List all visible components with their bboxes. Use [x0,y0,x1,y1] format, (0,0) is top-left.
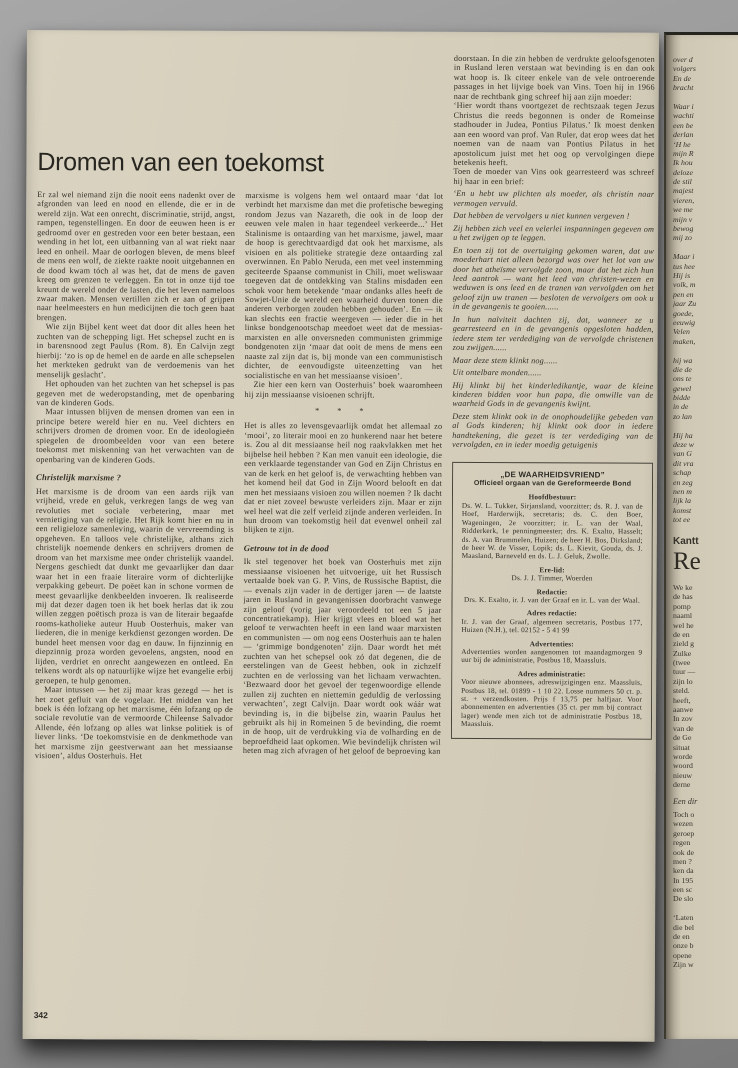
cutoff-text-line: lijk la [673,496,691,506]
masthead-section [462,566,643,584]
cutoff-text-line: Hij ha [673,430,693,440]
section-separator: * * * [315,406,372,416]
cutoff-text-line: wel he [673,620,694,630]
paragraph: marxisme is volgens hem wel ontaard maar ‘dat lot verbindt het marxisme dan met die profetische beweging rondom Jezus van Nazareth, die ook in de loop der eeuwen vele malen in haar tegendeel verkeerde...’ Het Stalinisme is ontaarding van het marxisme, jawel, maar de hoop is gerechtvaardigd dat ook het marxisme, als visioen en als politieke strategie deze ontaarding zal overwinnen. En Pablo Neruda, een met veel instemming geciteerde Spaanse communist in Chili, moet weliswaar toegeven dat de ontdekking van Stalins misdaden een schok voor hem betekende ‘maar ondanks alles heeft de Sowjet-Unie de wereld een waarheid durven tonen die anderen verborgen zouden hebben gehouden’. En — ik kan slechts een fractie weergeven — ieder die in het linkse bondgenootschap meedoet weet dat de messias-marxisten en alle onversneden communisten grimmige bondgenoten zijn ‘maar dat ooit de mens de mens een naaste zal zijn dat is, bij monde van een communistisch dichter, de eenvoudigste uiteenzetting van het socialistische en van het messiaanse visioen’. [244,190,444,381]
cutoff-text-line: bracht [673,83,694,93]
cutoff-text-line: gewel [673,383,692,393]
cutoff-text-line: derne [673,780,691,790]
cutoff-text-line: heeft, [673,695,691,705]
cutoff-text-line: we me [673,205,693,215]
masthead-section-text: Ds. J. J. Timmer, Woerden [511,574,593,583]
cutoff-text-line: mijn R [673,148,694,158]
cutoff-text-line: de en [673,932,690,942]
cutoff-text-line: in de [673,402,689,412]
cutoff-text-line: Waar i [673,101,694,111]
adjacent-bottom-lines [673,810,738,979]
cutoff-text-line: volgers [673,64,696,74]
paragraph: Zij hebben zich veel en velerlei inspanningen gegeven om u het zwijgen op te leggen. [453,223,655,243]
cutoff-text-line: geroep [673,828,695,838]
cutoff-text-line: (twee [673,658,691,668]
cutoff-text-line: maken, [673,336,696,346]
cutoff-text-line [673,243,738,252]
cutoff-text-line: eeuwig [673,317,696,327]
cutoff-text-line: van de [673,723,694,733]
cutoff-text-line: een sc [673,885,693,895]
cutoff-text-line: In zov [673,714,693,724]
cutoff-text-line: ook de [673,847,695,857]
cutoff-text-line: zo lan [673,411,692,421]
page-number: 342 [33,1010,48,1021]
cutoff-text-line: tot ee [673,515,691,525]
article-column-3-text [452,54,655,451]
cutoff-text-line: tuur — [673,667,696,677]
paragraph: doorstaan. In die zin hebben de verdrukte geloofsgenoten in Rusland leren verstaan wat bevinding is en dan ook wat hoop is. Ik citeer enkele van de vele ontroerende passages in het lijvige boek van Vins. Toen hij in 1966 naar de rechtbank ging schreef hij aan zijn moeder: [453,53,655,102]
cutoff-text-line: komst [673,505,692,515]
paragraph: En toen zij tot de overtuiging gekomen waren, dat uw moederhart niet alleen bezorgd was over het lot van uw door het atheïsme vervolgde zoon, maar dat het zich hun leed aantrok — want het leed van christen-wezen en weduwen is ons leed en de tranen van vervolgden om het geloof zijn uw tranen — besloten de vervolgers om ook u in de gevangenis te gooien...... [452,245,655,312]
cutoff-text-line: dit vra [673,458,694,468]
masthead-title: „DE WAARHEIDSVRIEND” [500,469,605,480]
cutoff-text-line: We ke [673,582,693,592]
cutoff-text-line: wezen [673,819,693,829]
paragraph: Het marxisme is de droom van een aards rijk van vrijheid, vrede en geluk, verkregen langs de weg van revoluties met sociale verbetering, maar met vernietiging van de religie. Het Rijk komt hier en nu in een religieloze samenleving, waarin de vervreemding is opgeheven. En talloos vele christelijke, althans zich christelijk noemende denkers en schrijvers dromen de droom van het marxisme mee onder christelijk vaandel. Nergens geschiedt dat dunkt me gevaarlijker dan daar waar het in een fraaie literaire vorm of dichterlijke verpakking gebeurt. De poëet kan in schone vormen de meest gevaarlijke denkbeelden invoeren. Ik realiseerde mij dat dezer dagen toen ik het boek herlas dat ik zou willen zeggen poëtisch proza is van de literair begaafde rooms-katholieke auteur Huub Oosterhuis, maker van liederen, die in menige kerkdienst gezongen worden. De bundel heet mensen voor dag en dauw. In fijnzinnig en diepzinnig proza worden gevoelens, angsten, nood en lijden, verdriet en onrecht aangewezen en ontleed. En telkens wordt als op natuurlijke wijze het evangelie erbij geroepen, te hulp genomen. [35,486,235,686]
cutoff-text-line: aanwe [673,705,693,715]
cutoff-text-line: die bel [673,922,694,932]
adjacent-article-title-fragment: Re [673,547,701,575]
paragraph: Maar deze stem klinkt nog...... [452,355,558,365]
cutoff-text-line: deze w [673,440,695,450]
cutoff-text-line: derlan [673,130,694,140]
cutoff-text-line: En de [673,73,691,83]
cutoff-text-line: De slo [673,894,694,904]
cutoff-text-line: volk, m [673,280,696,290]
paragraph: Ik stel tegenover het boek van Oosterhuis met zijn messiaanse visioenen het uitvoerige, uit het Russisch vertaalde boek van G. P. Vins, de Russische Baptist, die — evenals zijn vader in de dertiger jaren — de laatste jaren in Rusland in gevangenissen doorbracht vanwege zijn geloof (vorig jaar veroordeeld tot een 5 jaar concentratiekamp). Hier krijgt vlees en bloed wat het geloof te verwachten heeft in een land waar marxisten en communisten — om nog eens Oosterhuis aan te halen — ‘grimmige bondgenoten’ zijn. Daar wordt het mét zuchten van het schepsel ook zó dat degenen, die de eerstelingen van de Geest hebben, ook in zichzelf zuchten en de verlossing van het lichaam verwachten. ‘Bezwaard door het gevoel der tegenwoordige ellende zullen zij zuchten en niettemin geduldig de verlossing verwachten’, zegt Calvijn. Daar wordt ook wáár wat bevinding is, in die bijbelse zin, waarin Paulus het gebruikt als hij in Romeinen 5 de bevinding, die roemt in de hoop, uit de verdrukking via de volharding en de beproefdheid laat opkomen. Wie bevindelijk christen wil heten mag zich afvragen of het geloof de beproeving kan [242,557,442,757]
masthead-box [451,462,653,740]
paragraph: Toen de moeder van Vins ook gearresteerd was schreef hij haar in een brief: [453,167,655,187]
cutoff-text-line: Ik hou [673,158,693,168]
cutoff-text-line: nen m [673,486,692,496]
cutoff-text-line: pen en [673,289,694,299]
cutoff-text-line: ons te [673,374,692,384]
masthead-section [461,609,642,635]
paragraph: Zie hier een kern van Oosterhuis’ boek waaromheen hij zijn messiaanse visioenen schrijft. [244,380,443,400]
paragraph: ‘Hier wordt thans voortgezet de rechtszaak tegen Jezus Christus die reeds begonnen is onder de Romeinse stadhouder in Judea, Pontius Pilatus.’ Ik moest denken aan een woord van prof. Van Ruler, dat erop wees dat het noemen van de naam van Pontius Pilatus in het apostolicum juist met het oog op vervolgingen diepe betekenis heeft. [453,101,655,168]
cutoff-text-line: steld. [673,686,690,696]
cutoff-text-line: zield g [673,639,694,649]
cutoff-text-line: bewog [673,224,694,234]
cutoff-text-line: de has [673,592,693,602]
masthead-section [461,587,642,605]
cutoff-text-line: zijn lo [673,676,693,686]
adjacent-mid-lines [673,583,738,790]
cutoff-text-line: Toch o [673,809,695,819]
masthead-subtitle: Officieel orgaan van de Gereformeerde Bond [473,480,632,488]
paragraph: Het is alles zo levensgevaarlijk omdat het allemaal zo ‘mooi’, zo literair mooi en zo hunkerend naar het betere is. Zou al dit messiaanse heil nog raakvlakken met het bijbelse heil hebben ? Kan men vanuit een ideologie, die een verklaarde tegenstander van God en Zijn Christus en van de kerk en het geloof is, de verwachting hebben van het komend heil dat God in Zijn Woord belooft en dat men het messiaans visioen zou willen noemen ? Ik dacht dat er niet zoveel bewuste verleiders zijn. Maar er zijn wel heel wat die zelf verleid zijnde anderen verleiden. In hun droom van toekomstig heil dat evenwel onheil zal blijken te zijn. [243,421,443,535]
cutoff-text-line: onze b [673,941,694,951]
article-column-2 [242,191,444,998]
cutoff-text-line: de Ge [673,733,692,743]
cutoff-text-line: naaml [673,611,693,621]
cutoff-text-line: Hij is [673,270,691,280]
cutoff-text-line: tus hee [673,261,695,271]
cutoff-text-line [673,346,738,355]
adjacent-page-edge [664,32,738,1039]
cutoff-text-line: een be [673,120,694,130]
article-column-3 [450,54,655,1003]
paragraph: Er zal wel niemand zijn die nooit eens nadenkt over de afgronden van leed en nood en ellende, die er in de wereld zijn. Wat een onrecht, discriminatie, strijd, angst, rampen, tegenstellingen. En door de eeuwen heen is er gedroomd over en gestreden voor een beter bestaan, een wending in het lot, een uitbanning van al wat riekt naar leed en onheil. Maar de oorlogen bleven, de mens bleef de mens een wolf, de ziekte raakte nooit uitgebannen en de dood kwam tóch al was het, dat de mens de gaven kreeg om grenzen te verleggen. En tot in onze tijd toe kreunt de wereld onder de lasten, die het leven nameloos zwaar maken. Mensen vertillen zich er aan of grijpen naar heelmeesters en hun medicijnen die toch geen baat brengen. [36,190,236,323]
cutoff-text-line: ken da [673,866,694,876]
masthead-section-text: Ds. W. L. Tukker, Sirjansland, voorzitter; ds. R. J. van de Hoef, Harderwijk, secretaris; ds. C. den Boer, Wageningen, 2e voorzitter; ir. L. van der Waal, Ridderkerk, 1e penningmeester; drs. K. Exalto, Hasselt; ds. A. van Brummelen, Huizen; de heer H. Bos, Dirksland; de heer W. de Visser, Lopik; ds. L. Kievit, Gouda, ds. J. Maasland, Barneveld en ds. L. J. Geluk, Zwolle. [461,501,643,561]
cutoff-text-line [673,904,738,913]
cutoff-text-line: ‘H he [673,139,691,149]
masthead-section-text: Voor nieuwe abonnees, adreswijzigingen enz. Maassluis, Postbus 18, tel. 01899 - 1 10 22. Losse nummers 50 ct. p. st. + verzendkosten. Prijs f 13,75 per halfjaar. Voor abonnementen en advertenties (35 ct. per mm bij contract lager) wende men zich tot de administratie Postbus 18, Maassluis. [460,678,643,729]
section-heading: Christelijk marxisme ? [36,472,122,483]
paragraph: ‘En u hebt uw plichten als moeder, als christin naar vermogen vervuld. [453,189,655,208]
cutoff-text-line [673,93,738,102]
cutoff-text-line: In 195 [673,875,694,885]
masthead-section-heading: Hoofdbestuur: [528,493,577,502]
magazine-page [23,30,659,1042]
masthead-section [462,493,643,561]
paragraph: Wie zijn Bijbel kent weet dat door dit alles heen het zuchten van de schepping ligt. Het schepsel zucht en is in barensnood zegt Paulus (Rom. 8). En Calvijn zegt hierbij: ‘zo is op de hemel en de aarde en alle schepselen het merkteken gedrukt van de verdoemenis van het menselijk geslacht’. [36,322,235,379]
cutoff-text-line: wachti [673,111,694,121]
article-title: Dromen van een toekomst [37,148,324,178]
cutoff-text-line: de stil [673,177,692,187]
paragraph: Dat hebben de vervolgers u niet kunnen vergeven ! [453,211,630,221]
cutoff-text-line: Zulke [673,648,692,658]
cutoff-text-line: jaar Zu [673,299,697,309]
adjacent-section-kicker: Kantt [673,535,699,547]
masthead-section-text: Drs. K. Exalto, ir. J. van der Graaf en ir. L. van der Waal. [464,595,641,605]
cutoff-text-line: men ? [673,856,692,866]
paragraph: Maar intussen — het zij maar kras gezegd — het is het zoet gefluit van de vogelaar. Het midden van het boek is één lofzang op het marxisme, één lofzang op de sociale revolutie van de vermoorde Chileense Salvador Allende, één lofzang op alles wat linkse politiek is of liever links. ‘De toekomstvisie en de denkmethode van het marxisme zijn geestverwant aan het messiaanse visioen’, aldus Oosterhuis. Het [34,685,234,761]
cutoff-text-line: situat [673,742,690,752]
cutoff-text-line: majest [673,186,694,196]
masthead-section-heading: Adres redactie: [526,609,577,618]
cutoff-text-line: ‘Laten [673,913,694,923]
cutoff-text-line: die de [673,364,692,374]
cutoff-text-line: pomp [673,601,691,611]
masthead-section-text: Advertenties worden aangenomen tot maandagmorgen 9 uur bij de administratie, Postbus 18, Maassluis. [461,647,643,665]
cutoff-text-line: vieren, [673,195,695,205]
cutoff-text-line: Maar i [673,252,695,262]
masthead-sections [461,493,643,729]
paragraph: Het ophouden van het zuchten van het schepsel is pas gegeven met de wederopstanding, met de openbaring van de kinderen Gods. [36,379,235,408]
adjacent-top-lines [673,55,738,525]
cutoff-text-line: goede, [673,308,694,318]
masthead-section-heading: Adres administratie: [517,669,586,679]
cutoff-text-line: Velen [673,327,690,337]
cutoff-text-line: Zijn w [673,960,694,970]
masthead-section-heading: Ere-lid: [539,565,565,575]
cutoff-text-line: mijn v [673,214,693,224]
cutoff-text-line [673,421,738,430]
paragraph: Hij klinkt bij het kinderledikantje, waar de kleine kinderen bidden voor hun papa, die omwille van de waarheid Gods in de gevangenis kwijnt. [452,380,654,409]
cutoff-text-line: van G [673,449,692,459]
cutoff-text-line: mij zo [673,233,692,243]
cutoff-text-line: hij wa [673,355,693,365]
paragraph: Deze stem klinkt ook in de onophoudelijke gebeden van al Gods kinderen; hij klinkt ook door in iedere handtekening, die gezet is ter verdediging van de vervolgden, en in ieder moedig getuigenis [452,411,654,450]
section-heading: Getrouw tot in de dood [243,542,329,554]
cutoff-text-line: nieuw [673,770,693,780]
paragraph: Maar intussen blijven de mensen dromen van een in principe betere wereld hier en nu. Veel dichters en schrijvers dromen de dromen voor. En de ideologieën spiegelen de droombeelden voor van een betere toekomst met miskenning van het verwachten van de openbaring van de kinderen Gods. [36,407,235,465]
cutoff-text-line: de en [673,629,690,639]
cutoff-text-line: woord [673,761,693,771]
cutoff-text-line: over d [673,55,693,64]
adjacent-subheading-fragment: Een dir [673,796,698,806]
cutoff-text-line: opene [673,950,692,960]
paragraph: Uit ontelbare monden...... [452,367,542,378]
cutoff-text-line: bidde [673,393,691,403]
cutoff-text-line: deloze [673,167,693,177]
cutoff-text-line [673,970,738,979]
paragraph: In hun naïviteit dachten zij, dat, wanneer ze u gearresteerd en in de gevangenis opgesloten hadden, iedere stem ter verdediging van de vervolgde christenen zou zwijgen...... [452,314,654,353]
masthead-section-heading: Advertenties: [529,639,574,648]
cutoff-text-line: worde [673,751,693,761]
masthead-section-text: Ir. J. van der Graaf, algemeen secretaris, Postbus 177, Huizen (N.H.), tel. 02152 - 5 41 99 [461,617,643,635]
masthead-section [461,670,642,730]
masthead-section-heading: Redactie: [536,587,568,596]
article-column-1 [34,190,236,997]
masthead-section [461,639,642,665]
cutoff-text-line: regen [673,838,691,848]
cutoff-text-line: schap [673,468,692,478]
cutoff-text-line: en zeg [673,477,693,487]
